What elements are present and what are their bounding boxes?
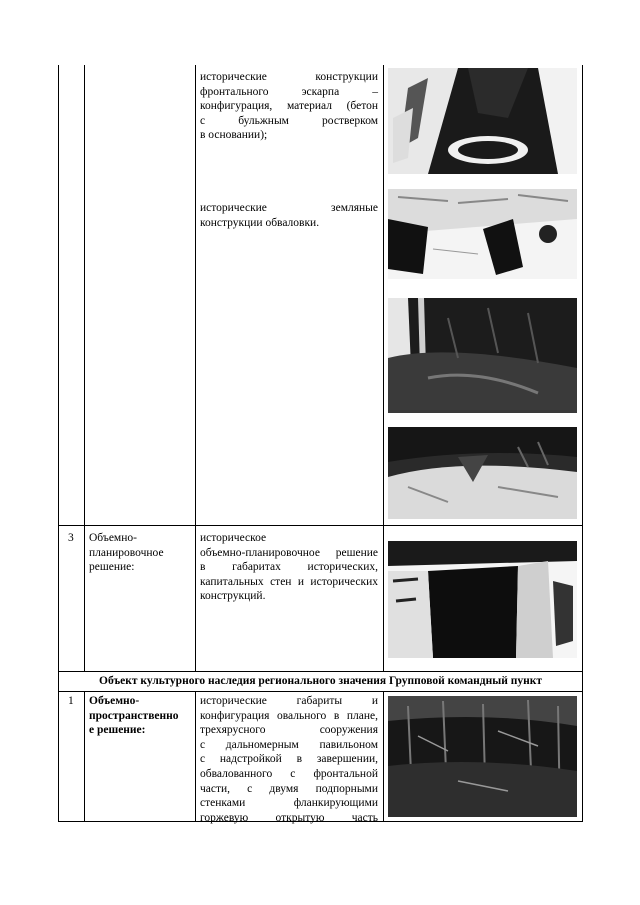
- text-line: капитальных стен и исторических: [200, 575, 378, 588]
- text-line: с надстройкой в завершении,: [200, 753, 378, 766]
- text-line: историческое: [200, 532, 267, 544]
- photo-escarp: [388, 68, 577, 174]
- text-line: горжевую открытую часть: [200, 811, 378, 824]
- text-line: фронтального эскарпа –: [200, 85, 378, 98]
- text-line: стенками фланкирующими: [200, 797, 378, 810]
- row2-item: [200, 531, 378, 604]
- text-line: в основании);: [200, 129, 268, 142]
- col-divider-3b: [383, 691, 384, 822]
- photo-structure: [388, 696, 577, 817]
- text-line: пространственно: [89, 709, 179, 722]
- row1-item1: [200, 70, 378, 143]
- row3-item: [200, 694, 378, 825]
- photo-interior-image: [388, 541, 577, 658]
- table-border-right: [582, 65, 583, 822]
- col-divider-2b: [195, 691, 196, 822]
- row-divider-1: [58, 525, 583, 526]
- photo-slope-image: [388, 427, 577, 519]
- text-line: исторические габариты и: [200, 695, 378, 707]
- row2-number: 3: [68, 532, 74, 544]
- table-border-left: [58, 65, 59, 822]
- col-divider-1b: [84, 691, 85, 822]
- text-line: Объемно-: [89, 695, 140, 707]
- text-line: конфигурация, материал (бетон: [200, 100, 378, 113]
- text-line: конструкции обваловки.: [200, 216, 320, 229]
- photo-slope: [388, 427, 577, 519]
- heritage-table: [58, 65, 583, 822]
- text-line: планировочное: [89, 546, 164, 559]
- text-line: обвалованного с фронтальной: [200, 767, 378, 780]
- text-line: Объемно-: [89, 532, 137, 544]
- photo-escarp-image: [388, 68, 577, 174]
- row2-name: [89, 531, 193, 575]
- photo-forest-image: [388, 298, 577, 413]
- section-header: Объект культурного наследия регионального значения Групповой командный пункт: [99, 675, 542, 687]
- photo-embankment-image: [388, 189, 577, 279]
- col-divider-3: [383, 65, 384, 671]
- text-line: исторические конструкции: [200, 71, 378, 83]
- text-line: решение:: [89, 561, 135, 574]
- row-divider-2: [58, 671, 583, 672]
- text-line: с дальномерным павильоном: [200, 738, 378, 751]
- text-line: части, с двумя подпорными: [200, 782, 378, 795]
- photo-structure-image: [388, 696, 577, 817]
- col-divider-1: [84, 65, 85, 671]
- row1-item2: [200, 201, 378, 230]
- col-divider-2: [195, 65, 196, 671]
- text-line: конфигурация овального в плане,: [200, 709, 378, 722]
- photo-forest: [388, 298, 577, 413]
- photo-embankment: [388, 189, 577, 279]
- text-line: трехярусного сооружения: [200, 724, 378, 737]
- text-line: е решение:: [89, 724, 146, 737]
- row-divider-3: [58, 691, 583, 692]
- text-line: в габаритах исторических,: [200, 561, 378, 574]
- text-line: конструкций.: [200, 590, 266, 603]
- text-line: с бульжным ростверком: [200, 114, 378, 127]
- row3-name: [89, 694, 193, 738]
- text-line: исторические земляные: [200, 202, 378, 214]
- text-line: объемно-планировочное решение: [200, 546, 378, 559]
- row3-number: 1: [68, 695, 74, 707]
- photo-interior: [388, 541, 577, 658]
